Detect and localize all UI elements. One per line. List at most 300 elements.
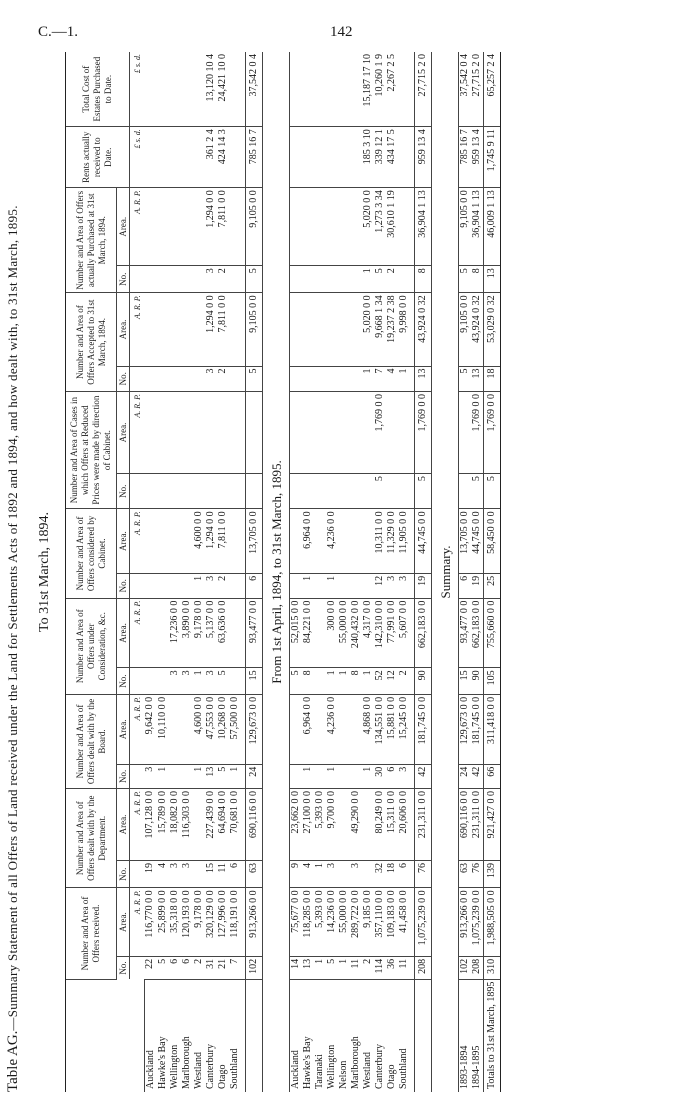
row-label: Westland (192, 1052, 204, 1089)
table-cell (144, 266, 157, 293)
table-cell: 129,673 0 0 (245, 694, 262, 764)
row-label: Marlborough (180, 1036, 192, 1089)
table-cell: 11,329 0 0 (386, 509, 398, 574)
table-cell (398, 188, 415, 266)
table-cell (157, 293, 169, 366)
table-cell: 46,009 1 13 (483, 188, 500, 266)
section-heading-label: From 1st April, 1894, to 31st March, 1895. (262, 52, 289, 1092)
table-cell (338, 293, 350, 366)
table-cell: 5,020 0 0 (362, 293, 374, 366)
table-cell: 5 (245, 266, 262, 293)
row-label: Marlborough (349, 1036, 361, 1089)
table-cell (193, 266, 205, 293)
table-cell: 13 (483, 266, 500, 293)
table-cell: 9,642 0 0 (144, 694, 157, 764)
unit-arp: A. R. P. (130, 598, 145, 668)
table-cell (205, 474, 217, 509)
header-area: Area. (117, 694, 130, 764)
table-cell: 8 (471, 266, 484, 293)
table-cell: 5 (471, 474, 484, 509)
row-label: 1893-1894 (458, 1045, 470, 1089)
table-cell (229, 509, 246, 574)
table-cell (302, 188, 314, 266)
header-no: No. (117, 861, 130, 888)
table-body (144, 52, 500, 1092)
unit-arp: A. R. P. (130, 509, 145, 574)
table-cell: 11 (398, 956, 415, 979)
table-cell: 185 3 10 (362, 127, 374, 188)
table-cell (193, 52, 205, 127)
table-cell (205, 391, 217, 473)
table-cell (181, 573, 193, 598)
table-cell (144, 293, 157, 366)
table-cell (181, 391, 193, 473)
table-row (350, 52, 362, 1092)
table-cell: 1 (362, 366, 374, 391)
table-cell (302, 474, 314, 509)
table-cell (338, 52, 350, 127)
table-cell: 41,458 0 0 (398, 888, 415, 956)
table-cell: 913,266 0 0 (245, 888, 262, 956)
table-cell (350, 474, 362, 509)
table-cell: 116,303 0 0 (181, 789, 193, 861)
table-row (193, 52, 205, 1092)
page-code: C.—1. (38, 24, 79, 40)
table-cell: 7 (229, 956, 246, 979)
table-cell: 116,770 0 0 (144, 888, 157, 956)
table-cell (193, 293, 205, 366)
table-cell: 105 (483, 668, 500, 695)
table-title (5, 205, 22, 1092)
table-cell (350, 52, 362, 127)
table-cell (169, 188, 181, 266)
unit-blank (130, 956, 145, 979)
table-cell: 11 (350, 956, 362, 979)
table-cell: 10,110 0 0 (157, 694, 169, 764)
table-row (338, 52, 350, 1092)
table-cell (350, 366, 362, 391)
table-cell (326, 293, 338, 366)
table-cell: 1,769 0 0 (374, 391, 386, 473)
table-cell (338, 694, 350, 764)
table-cell (314, 391, 326, 473)
table-cell (157, 266, 169, 293)
table-cell (362, 391, 374, 473)
table-cell: 231,311 0 0 (414, 789, 431, 861)
table-cell: 10,260 1 9 (374, 52, 386, 127)
table-cell: 5,020 0 0 (362, 188, 374, 266)
table-cell: 12 (386, 668, 398, 695)
table-cell (398, 474, 415, 509)
table-cell: 22 (144, 956, 157, 979)
table-cell: 102 (458, 956, 471, 979)
table-cell: 2 (217, 573, 229, 598)
table-cell: 1 (338, 668, 350, 695)
table-cell: 10,311 0 0 (374, 509, 386, 574)
table-cell (338, 266, 350, 293)
table-cell: 1 (193, 573, 205, 598)
table-cell: 208 (471, 956, 484, 979)
table-cell: 6 (169, 956, 181, 979)
table-cell: 25 (483, 573, 500, 598)
table-cell (314, 668, 326, 695)
table-cell: 47,553 0 0 (205, 694, 217, 764)
table-cell (289, 573, 302, 598)
unit-lsd: £ s. d. (130, 52, 145, 127)
table-cell: 9,668 1 34 (374, 293, 386, 366)
header-group-8: Number and Area of Offers actually Purchased at 31st March, 1894. (66, 188, 117, 293)
table-cell: 66 (483, 764, 500, 788)
header-no: No. (117, 366, 130, 391)
table-cell: 27,715 2 0 (471, 52, 484, 127)
table-cell (144, 509, 157, 574)
table-cell: 6 (458, 573, 471, 598)
table-cell: 361 2 4 (205, 127, 217, 188)
table-cell: 434 17 5 (386, 127, 398, 188)
table-cell: 3 (386, 573, 398, 598)
table-cell: 7,811 0 0 (217, 188, 229, 266)
table-cell (338, 861, 350, 888)
table-cell: 1 (314, 956, 326, 979)
rotated-table-block (5, 52, 613, 1092)
table-row (169, 52, 181, 1092)
header-row-subcolumns (117, 52, 130, 1092)
table-cell: 9,185 0 0 (362, 888, 374, 956)
table-cell: 11 (217, 861, 229, 888)
table-cell: 15,245 0 0 (398, 694, 415, 764)
table-row (217, 52, 229, 1092)
unit-lsd: £ s. d. (130, 127, 145, 188)
table-cell: 118,285 0 0 (302, 888, 314, 956)
table-cell (458, 391, 471, 473)
table-cell: 3 (169, 861, 181, 888)
table-cell (338, 573, 350, 598)
table-cell: 14 (289, 956, 302, 979)
table-row (314, 52, 326, 1092)
table-cell: 231,311 0 0 (471, 789, 484, 861)
table-cell (229, 391, 246, 473)
table-cell: 4,600 0 0 (193, 509, 205, 574)
table-cell (338, 366, 350, 391)
table-cell: 20,606 0 0 (398, 789, 415, 861)
table-row (302, 52, 314, 1092)
section-heading (262, 52, 289, 1092)
table-cell: 6 (398, 861, 415, 888)
table-cell: 4,236 0 0 (326, 694, 338, 764)
table-cell: 1 (326, 668, 338, 695)
table-cell: 90 (414, 668, 431, 695)
row-label: 1894-1895 (470, 1045, 482, 1089)
header-no: No. (117, 764, 130, 788)
row-label (245, 979, 262, 1092)
table-cell: 6 (245, 573, 262, 598)
table-cell: 49,290 0 0 (350, 789, 362, 861)
table-cell (350, 293, 362, 366)
table-row (229, 52, 246, 1092)
table-cell: 80,249 0 0 (374, 789, 386, 861)
unit-blank (130, 474, 145, 509)
table-cell: 2 (398, 668, 415, 695)
table-cell: 13 (414, 366, 431, 391)
table-cell (302, 266, 314, 293)
table-cell: 2,267 2 5 (386, 52, 398, 127)
table-cell: 63 (245, 861, 262, 888)
table-cell: 2 (217, 366, 229, 391)
table-cell (326, 366, 338, 391)
table-cell: 311,418 0 0 (483, 694, 500, 764)
table-cell: 5 (326, 956, 338, 979)
header-area: Area. (117, 509, 130, 574)
table-cell (144, 391, 157, 473)
table-title-main: —Summary Statement of all Offers of Land received under the Land for Settlements Acts of 1892 and 1894, and how dealt with, to 31st March, 1895. (5, 205, 20, 1031)
table-cell: 1 (362, 668, 374, 695)
table-cell (314, 764, 326, 788)
table-row (398, 52, 415, 1092)
header-no: No. (117, 668, 130, 695)
table-cell (169, 694, 181, 764)
table-cell: 690,116 0 0 (245, 789, 262, 861)
table-cell: 18,082 0 0 (169, 789, 181, 861)
table-cell (314, 127, 326, 188)
table-cell: 4,317 0 0 (362, 598, 374, 668)
table-cell (350, 391, 362, 473)
unit-arp: A. R. P. (130, 789, 145, 861)
table-row (362, 52, 374, 1092)
table-cell (289, 127, 302, 188)
table-cell: 3 (205, 573, 217, 598)
table-cell (302, 52, 314, 127)
table-cell (157, 668, 169, 695)
table-cell (362, 474, 374, 509)
header-no: No. (117, 573, 130, 598)
unit-arp: A. R. P. (130, 888, 145, 956)
table-cell: 1 (326, 573, 338, 598)
table-subtitle: To 31st March, 1894. (37, 512, 52, 632)
table-cell (289, 293, 302, 366)
table-cell (181, 127, 193, 188)
table-cell (362, 509, 374, 574)
table-cell: 4 (302, 861, 314, 888)
unit-arp: A. R. P. (130, 694, 145, 764)
table-cell: 3 (169, 668, 181, 695)
table-cell: 1 (398, 366, 415, 391)
table-cell: 21 (217, 956, 229, 979)
total-row (414, 52, 431, 1092)
table-cell (338, 509, 350, 574)
table-cell: 19 (144, 861, 157, 888)
table-cell (362, 861, 374, 888)
row-label: Auckland (144, 1050, 156, 1089)
table-cell: 4 (157, 861, 169, 888)
table-cell: 7,811 0 0 (217, 509, 229, 574)
table-cell: 102 (245, 956, 262, 979)
table-cell: 5,393 0 0 (314, 888, 326, 956)
table-cell: 76 (414, 861, 431, 888)
unit-blank (130, 668, 145, 695)
header-group-5: Number and Area of Offers considered by Cabinet. (66, 509, 117, 598)
table-cell: 53,029 0 32 (483, 293, 500, 366)
header-group-4: Number and Area of Offers under Consideration, &c. (66, 598, 117, 694)
header-group-6: Number and Area of Cases in which Offers at Reduced Prices were made by direction of Cabinet. (66, 391, 117, 508)
table-cell (169, 52, 181, 127)
table-cell: 23,662 0 0 (289, 789, 302, 861)
table-cell: 4 (386, 366, 398, 391)
header-area: Area. (117, 391, 130, 473)
table-cell (289, 391, 302, 473)
row-label: Taranaki (313, 1054, 325, 1089)
unit-arp: A. R. P. (130, 293, 145, 366)
header-area: Area. (117, 789, 130, 861)
table-cell: 208 (414, 956, 431, 979)
table-row (144, 52, 157, 1092)
table-cell: 5,607 0 0 (398, 598, 415, 668)
table-cell: 129,673 0 0 (458, 694, 471, 764)
header-group-1: Number and Area of Offers received. (66, 888, 117, 979)
table-cell (289, 474, 302, 509)
table-cell (338, 127, 350, 188)
table-cell: 44,745 0 0 (414, 509, 431, 574)
table-cell: 1 (157, 764, 169, 788)
table-cell (157, 366, 169, 391)
table-cell: 30,610 1 19 (386, 188, 398, 266)
summary-heading (431, 52, 458, 1092)
table-cell: 320,129 0 0 (205, 888, 217, 956)
table-cell: 13 (302, 956, 314, 979)
table-cell: 142,310 0 0 (374, 598, 386, 668)
table-cell (169, 474, 181, 509)
table-cell: 32 (374, 861, 386, 888)
table-cell: 5 (458, 266, 471, 293)
table-cell (157, 573, 169, 598)
table-cell (157, 509, 169, 574)
header-group-10: Total Cost of Estates Purchased to Date. (66, 52, 130, 127)
table-cell: 1,294 0 0 (205, 293, 217, 366)
table-cell: 5 (289, 668, 302, 695)
table-cell: 5 (217, 668, 229, 695)
table-cell: 1 (338, 956, 350, 979)
table-cell: 5,137 0 0 (205, 598, 217, 668)
table-cell: 1,769 0 0 (414, 391, 431, 473)
table-row (458, 52, 471, 1092)
row-label: Wellington (168, 1044, 180, 1089)
table-cell: 19,237 2 38 (386, 293, 398, 366)
header-no: No. (117, 474, 130, 509)
table-cell (181, 188, 193, 266)
header-no: No. (117, 956, 130, 979)
table-cell (144, 474, 157, 509)
table-cell (229, 266, 246, 293)
summary-heading-label: Summary. (431, 52, 458, 1092)
table-cell (350, 573, 362, 598)
table-cell (314, 188, 326, 266)
table-cell (157, 391, 169, 473)
table-cell: 109,183 0 0 (386, 888, 398, 956)
table-cell (157, 52, 169, 127)
table-cell (314, 293, 326, 366)
row-label (414, 979, 431, 1092)
table-cell: 339 12 1 (374, 127, 386, 188)
table-cell: 1,294 0 0 (205, 188, 217, 266)
row-label: Southland (228, 1048, 240, 1089)
table-cell: 8 (414, 266, 431, 293)
table-cell (144, 598, 157, 668)
table-cell: 5 (374, 266, 386, 293)
table-cell: 13,705 0 0 (245, 509, 262, 574)
header-group-7: Number and Area of Offers Accepted to 31st March, 1894. (66, 293, 117, 392)
table-cell (193, 127, 205, 188)
table-cell: 37,542 0 4 (245, 52, 262, 127)
table-cell: 75,677 0 0 (289, 888, 302, 956)
row-label: Otago (385, 1064, 397, 1089)
table-cell (326, 266, 338, 293)
table-cell: 139 (483, 861, 500, 888)
table-cell: 15 (205, 861, 217, 888)
table-cell: 127,996 0 0 (217, 888, 229, 956)
table-cell (314, 474, 326, 509)
table-cell: 1 (229, 764, 246, 788)
table-cell: 2 (386, 266, 398, 293)
table-cell: 1 (362, 764, 374, 788)
row-label: Westland (361, 1052, 373, 1089)
table-cell (245, 474, 262, 509)
table-cell: 118,191 0 0 (229, 888, 246, 956)
table-cell (144, 366, 157, 391)
table-cell: 3 (350, 861, 362, 888)
table-cell: 55,000 0 0 (338, 598, 350, 668)
table-cell (398, 266, 415, 293)
table-cell: 9 (289, 861, 302, 888)
table-cell (229, 366, 246, 391)
table-cell (338, 474, 350, 509)
table-cell: 19 (471, 573, 484, 598)
table-cell (157, 474, 169, 509)
table-cell: 93,477 0 0 (458, 598, 471, 668)
table-cell (289, 52, 302, 127)
row-label: Nelson (337, 1060, 349, 1089)
table-cell: 84,221 0 0 (302, 598, 314, 668)
unit-blank (130, 266, 145, 293)
table-cell: 36,904 1 13 (471, 188, 484, 266)
table-cell (169, 764, 181, 788)
table-cell: 9,105 0 0 (245, 293, 262, 366)
table-cell (314, 509, 326, 574)
table-cell: 1,988,505 0 0 (483, 888, 500, 956)
table-cell: 181,745 0 0 (471, 694, 484, 764)
table-cell (229, 127, 246, 188)
row-label: Canterbury (204, 1044, 216, 1089)
table-cell: 959 13 4 (414, 127, 431, 188)
table-cell: 7 (374, 366, 386, 391)
table-cell (193, 861, 205, 888)
table-cell: 662,183 0 0 (414, 598, 431, 668)
table-cell (181, 694, 193, 764)
table-cell: 9,105 0 0 (458, 293, 471, 366)
table-cell: 1 (193, 668, 205, 695)
table-cell: 1,745 9 11 (483, 127, 500, 188)
table-cell: 2 (362, 956, 374, 979)
table-cell: 36,904 1 13 (414, 188, 431, 266)
table-row (326, 52, 338, 1092)
table-cell (302, 366, 314, 391)
table-cell: 785 16 7 (458, 127, 471, 188)
table-cell: 44,745 0 0 (471, 509, 484, 574)
table-cell: 36 (386, 956, 398, 979)
table-cell: 3 (205, 668, 217, 695)
table-cell: 310 (483, 956, 500, 979)
table-cell: 785 16 7 (245, 127, 262, 188)
table-cell: 8 (302, 668, 314, 695)
table-cell: 9,700 0 0 (326, 789, 338, 861)
